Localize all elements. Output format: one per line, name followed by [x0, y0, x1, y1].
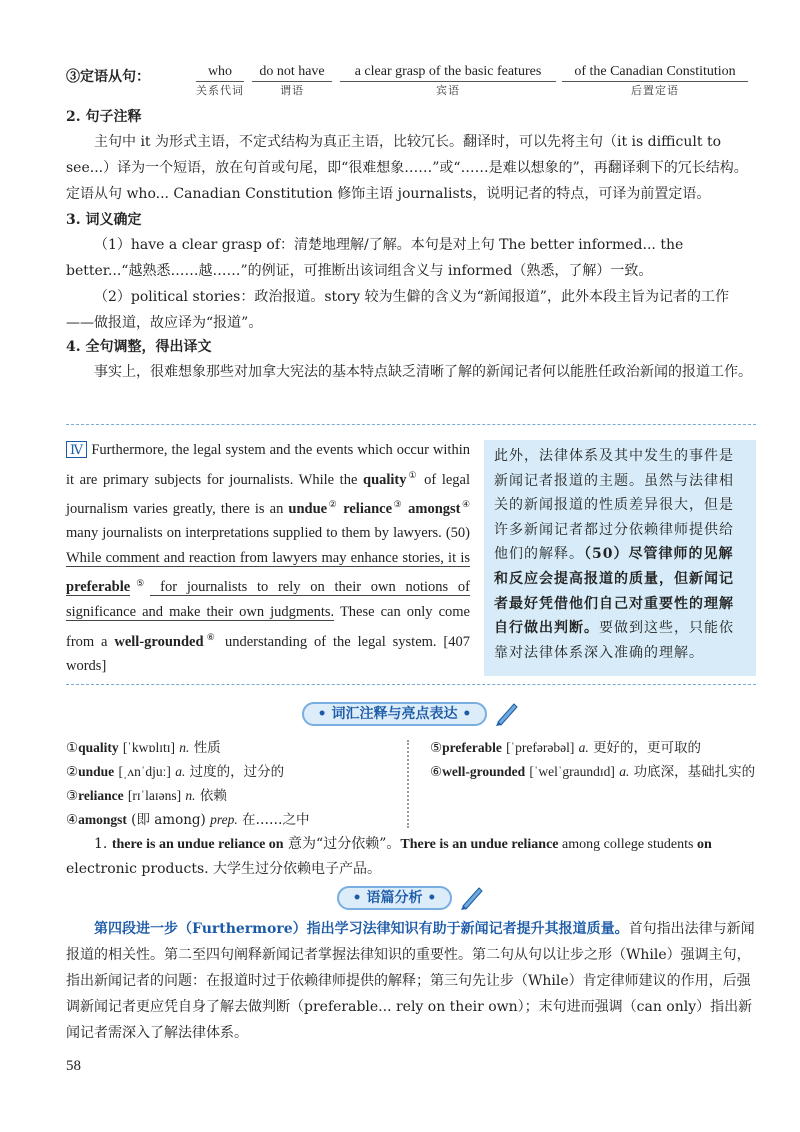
analysis-lead: 第四段进一步（Furthermore）指出学习法律知识有助于新闻记者提升其报道质量。: [94, 921, 629, 937]
vocab-quality: quality: [363, 471, 407, 488]
section-4-body: 事实上，很难想象那些对加拿大宪法的基本特点缺乏清晰了解的新闻记者何以能胜任政治新闻的报道工作。: [94, 364, 752, 380]
vocab-left: [66, 736, 406, 832]
section-2-body: 主句中 it 为形式主语，不定式结构为真正主语，比较冗长。翻译时，可以先将主句（it is difficult to see...）译为一个短语，放在句首或句尾，即“很难想象……”或“……是难以想象的”，再翻译剩下的冗长结构。定语从句 who... Canadian Constitution 修饰主语 journalists，说明记者的特点，可译为前置定语。: [66, 134, 748, 202]
pen-icon: [494, 700, 520, 726]
section-4: [66, 335, 756, 385]
vocab-banner: • 词汇注释与亮点表达 •: [302, 702, 488, 726]
vocab-preferable: preferable: [66, 579, 131, 596]
vocab-undue: undue: [288, 500, 328, 517]
paragraph-numeral: Ⅳ: [66, 441, 87, 458]
analysis-banner-wrap: [336, 884, 486, 910]
divider-top: [66, 424, 756, 425]
section-2-heading: 2. 句子注释: [66, 109, 142, 125]
chain-divider: [407, 740, 423, 828]
structure-part-4: of the Canadian Constitution 后置定语: [562, 64, 748, 98]
page-number: 58: [66, 1058, 81, 1074]
structure-part-2: do not have 谓语: [252, 64, 332, 98]
pen-icon: [459, 884, 485, 910]
analysis-body: 首句指出法律与新闻报道的相关性。第二至四句阐释新闻记者掌握法律知识的重要性。第二句从句以让步之形（While）强调主句，指出新闻记者的问题：在报道时过于依赖律师提供的解释；第三句先让步（While）肯定律师建议的作用，后强调新闻记者更应凭自身了解去做判断（preferable... rely on their own）；末句进而强调（can only）指出新闻记者需深入了解法律体系。: [66, 921, 755, 1041]
section-3: [66, 208, 756, 336]
section-4-heading: 4. 全句调整，得出译文: [66, 339, 212, 355]
structure-row: [66, 64, 756, 104]
structure-part-1: who 关系代词: [196, 64, 244, 97]
section-3-heading: 3. 词义确定: [66, 212, 142, 228]
section-3-p2: （2）political stories：政治报道。story 较为生僻的含义为“新闻报道”，此外本段主旨为记者的工作——做报道，故应译为“报道”。: [66, 289, 729, 331]
vocab-amongst: amongst: [408, 500, 461, 517]
passage-text: Ⅳ Furthermore, the legal system and the events which occur within it are primary subjects for journalists. While the quality① of legal journalism varies greatly, there is an undue② reliance③ amongst④ many journalists on interpretations supplied to them by lawyers. (50) While comment and reaction from lawyers may enhance stories, it is preferable⑤ for journalists to rely on their own notions of significance and make their own judgments. These can only come from a well-grounded⑥ understanding of the legal system. [407 words]: [66, 442, 471, 675]
structure-label: ③定语从句：: [66, 69, 150, 85]
section-2: [66, 105, 756, 207]
vocab-item-1: ①quality [ˈkwɒlɪtɪ] n. 性质: [66, 740, 221, 756]
translation-box: 此外，法律体系及其中发生的事件是新闻记者报道的主题。虽然与法律相关的新闻报道的性质差异很大，但是许多新闻记者都过分依赖律师提供给他们的解释。（50）尽管律师的见解和反应会提高报道的质量，但新闻记者最好凭借他们自己对重要性的理解自行做出判断。要做到这些，只能依靠对法律体系深入准确的理解。: [484, 440, 756, 676]
analysis-banner: • 语篇分析 •: [337, 886, 453, 910]
translation-highlight: （50）尽管律师的见解和反应会提高报道的质量，但新闻记者最好凭借他们自己对重要性的理解自行做出判断。: [494, 546, 734, 637]
structure-part-3: a clear grasp of the basic features 宾语: [340, 64, 556, 98]
vocab-item-5: ⑤preferable [ˈprefərəbəl] a. 更好的，更可取的: [430, 740, 702, 756]
section-3-p1: （1）have a clear grasp of：清楚地理解/了解。本句是对上句 The better informed... the better...“越熟悉……越……”的例证，可推断出该词组含义与 informed（熟悉，了解）一致。: [66, 237, 684, 279]
vocab-right: [430, 736, 756, 784]
vocab-well-grounded: well-grounded: [114, 633, 204, 650]
vocab-item-3: ③reliance [rɪˈlaɪəns] n. 依赖: [66, 788, 227, 804]
usage-note: 1. there is an undue reliance on 意为“过分依赖”。There is an undue reliance among college students on electronic products. 大学生过分依赖电子产品。: [66, 836, 712, 877]
vocab-banner-wrap: [296, 700, 526, 726]
vocab-item-6: ⑥well-grounded [ˈwelˈgraundɪd] a. 功底深，基础扎实的: [430, 764, 756, 780]
underlined-sentence-1: While comment and reaction from lawyers may enhance stories, it is: [66, 550, 470, 567]
vocab-item-4: ④amongst (即 among) prep. 在……之中: [66, 812, 310, 828]
divider-mid: [66, 684, 756, 685]
vocab-reliance: reliance: [343, 500, 393, 517]
analysis-text: [66, 916, 756, 1046]
underlined-sentence-2: for journalists to rely on their own notions of significance and make their own judgments.: [66, 579, 471, 621]
vocab-item-2: ②undue [ˌʌnˈdjuː] a. 过度的，过分的: [66, 764, 285, 780]
